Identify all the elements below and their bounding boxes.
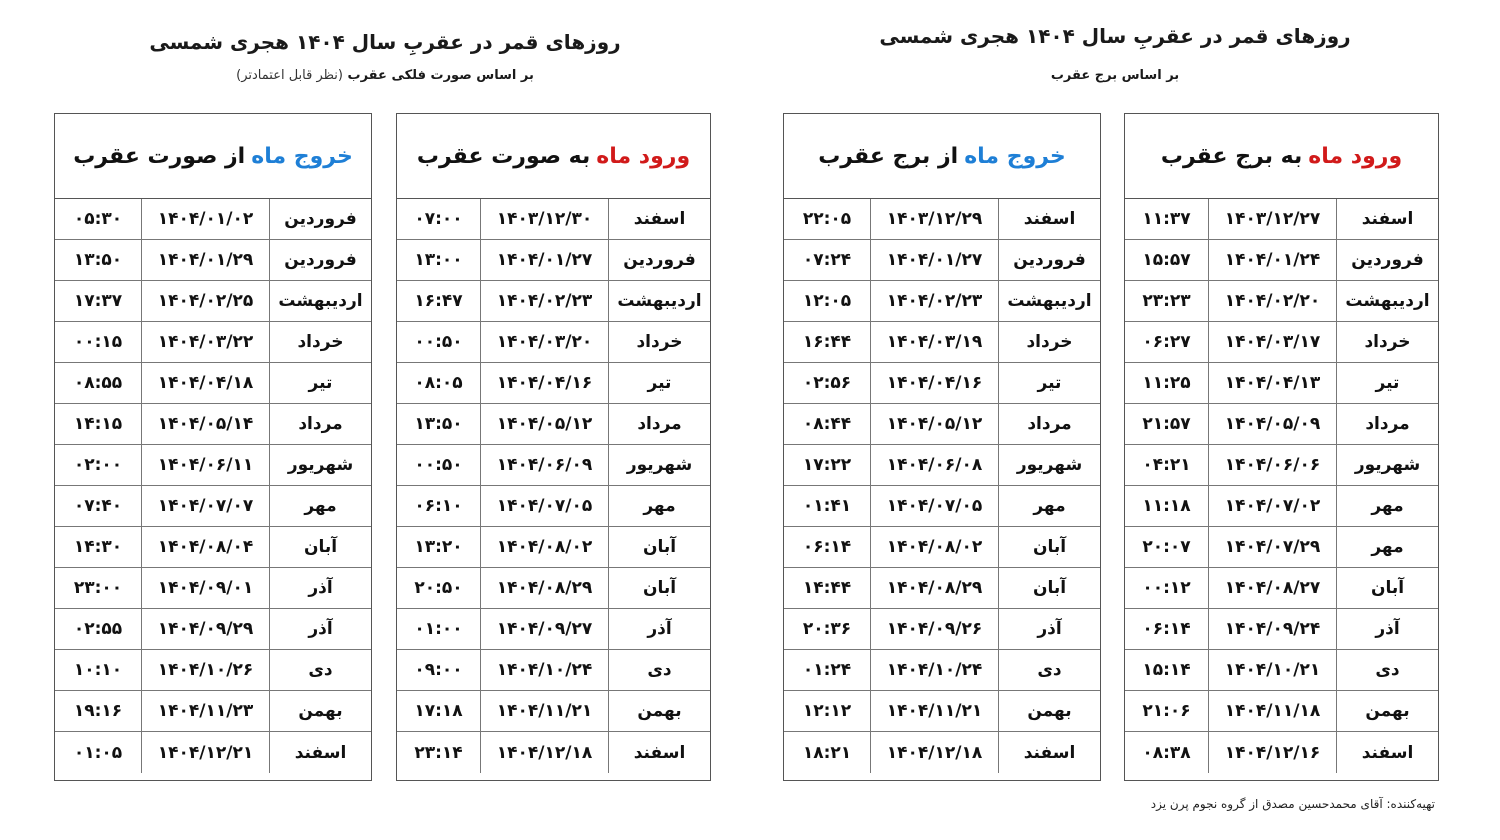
date-cell: ۱۴۰۴/۰۹/۲۶ (870, 609, 998, 649)
time-cell: ۲۰:۵۰ (414, 578, 463, 598)
month-cell: دی (608, 650, 710, 690)
table-header-highlight: ورود ماه (596, 143, 691, 169)
table-row (397, 322, 710, 363)
time-cell: ۱۳:۵۰ (73, 250, 123, 270)
month-cell: فروردین (608, 240, 710, 280)
month-cell: آبان (608, 527, 710, 567)
time-cell: ۰۲:۰۰ (73, 455, 123, 475)
time-cell: ۰۵:۳۰ (73, 209, 123, 229)
date-cell: ۱۴۰۴/۰۸/۰۴ (141, 527, 269, 567)
table-row (784, 650, 1100, 691)
date-cell: ۱۴۰۴/۰۳/۲۰ (480, 322, 608, 362)
table-row (784, 732, 1100, 773)
table-row (55, 322, 371, 363)
time-cell: ۰۶:۱۰ (414, 496, 463, 516)
month-cell: آذر (1336, 609, 1438, 649)
month-cell: آذر (998, 609, 1100, 649)
time-cell: ۰۰:۵۰ (414, 455, 463, 475)
table-row (55, 404, 371, 445)
time-cell: ۱۴:۴۴ (802, 578, 852, 598)
time-cell: ۲۲:۰۵ (802, 209, 852, 229)
month-cell: شهریور (608, 445, 710, 485)
table-row (397, 568, 710, 609)
date-cell: ۱۴۰۴/۰۵/۱۴ (141, 404, 269, 444)
time-cell: ۱۳:۲۰ (414, 537, 463, 557)
month-cell: مرداد (608, 404, 710, 444)
table-header-highlight: خروج ماه (964, 143, 1066, 169)
month-cell: خرداد (1336, 322, 1438, 362)
date-cell: ۱۴۰۴/۰۹/۲۹ (141, 609, 269, 649)
date-cell: ۱۴۰۴/۱۲/۲۱ (141, 732, 269, 773)
time-cell: ۱۱:۲۵ (1142, 373, 1191, 393)
date-cell: ۱۴۰۴/۰۴/۱۶ (870, 363, 998, 403)
table-row (397, 486, 710, 527)
table-row (55, 281, 371, 322)
date-cell: ۱۴۰۴/۰۲/۲۰ (1208, 281, 1336, 321)
month-cell: آذر (608, 609, 710, 649)
date-cell: ۱۴۰۴/۱۰/۲۴ (870, 650, 998, 690)
table-header (1125, 114, 1438, 199)
table-row (397, 445, 710, 486)
time-cell: ۰۰:۱۲ (1142, 578, 1191, 598)
table-row (784, 322, 1100, 363)
table-row (55, 691, 371, 732)
time-cell: ۲۰:۳۶ (802, 619, 852, 639)
table-row (55, 527, 371, 568)
time-cell: ۰۷:۲۴ (802, 250, 852, 270)
table-row (1125, 240, 1438, 281)
table-row (397, 240, 710, 281)
date-cell: ۱۴۰۴/۰۳/۲۲ (141, 322, 269, 362)
date-cell: ۱۴۰۴/۰۳/۱۹ (870, 322, 998, 362)
time-cell: ۲۳:۱۴ (414, 742, 463, 763)
month-cell: دی (1336, 650, 1438, 690)
month-cell: مهر (269, 486, 371, 526)
time-cell: ۲۳:۰۰ (73, 578, 123, 598)
date-cell: ۱۴۰۴/۰۹/۰۱ (141, 568, 269, 608)
time-cell: ۱۷:۳۷ (73, 291, 123, 311)
date-cell: ۱۴۰۴/۱۲/۱۶ (1208, 732, 1336, 773)
date-cell: ۱۴۰۴/۰۱/۲۷ (480, 240, 608, 280)
month-cell: تیر (998, 363, 1100, 403)
table-row (55, 732, 371, 773)
time-cell: ۰۸:۵۵ (73, 373, 123, 393)
time-cell: ۰۶:۲۷ (1142, 332, 1191, 352)
table-row (397, 199, 710, 240)
date-cell: ۱۴۰۴/۰۷/۰۷ (141, 486, 269, 526)
month-cell: اسفند (998, 732, 1100, 773)
table-header-highlight: ورود ماه (1308, 143, 1403, 169)
table-row (55, 486, 371, 527)
date-cell: ۱۴۰۴/۰۵/۱۲ (480, 404, 608, 444)
table-row (397, 281, 710, 322)
date-cell: ۱۴۰۴/۰۷/۰۵ (480, 486, 608, 526)
table-row (397, 363, 710, 404)
month-cell: شهریور (1336, 445, 1438, 485)
left-panel-subtitle (130, 68, 640, 83)
time-cell: ۰۱:۴۱ (802, 496, 852, 516)
month-cell: مهر (998, 486, 1100, 526)
right-panel-title: روزهای قمر در عقربِ سال ۱۴۰۴ هجری شمسی (879, 24, 1351, 48)
date-cell: ۱۴۰۴/۰۸/۲۷ (1208, 568, 1336, 608)
table-row (397, 691, 710, 732)
table-header (397, 114, 710, 199)
time-cell: ۰۱:۰۵ (73, 742, 123, 763)
time-cell: ۰۷:۰۰ (414, 209, 463, 229)
table-header-highlight: خروج ماه (251, 143, 353, 169)
table-row (1125, 404, 1438, 445)
table-row (784, 568, 1100, 609)
date-cell: ۱۴۰۴/۰۶/۰۹ (480, 445, 608, 485)
table-row (1125, 609, 1438, 650)
right-entry-table (1124, 113, 1439, 781)
table-row (55, 363, 371, 404)
table-body (1125, 199, 1438, 773)
date-cell: ۱۴۰۴/۱۱/۲۱ (870, 691, 998, 731)
month-cell: آذر (269, 568, 371, 608)
date-cell: ۱۴۰۴/۰۸/۲۹ (870, 568, 998, 608)
date-cell: ۱۴۰۴/۰۸/۲۹ (480, 568, 608, 608)
table-header-text: به برج عقرب (1160, 143, 1303, 169)
time-cell: ۱۹:۱۶ (73, 701, 123, 721)
time-cell: ۲۱:۵۷ (1142, 414, 1191, 434)
month-cell: مرداد (998, 404, 1100, 444)
date-cell: ۱۴۰۴/۱۰/۲۱ (1208, 650, 1336, 690)
table-row (55, 199, 371, 240)
time-cell: ۱۱:۱۸ (1142, 496, 1191, 516)
table-header (55, 114, 371, 199)
month-cell: اردیبهشت (998, 281, 1100, 321)
date-cell: ۱۴۰۴/۰۸/۰۲ (480, 527, 608, 567)
time-cell: ۰۹:۰۰ (414, 660, 463, 680)
left-panel-subtitle-main: بر اساس صورت فلکی عقرب (347, 68, 534, 83)
time-cell: ۱۶:۴۷ (414, 291, 463, 311)
month-cell: مهر (1336, 486, 1438, 526)
date-cell: ۱۴۰۴/۰۹/۲۷ (480, 609, 608, 649)
month-cell: فروردین (269, 240, 371, 280)
month-cell: اسفند (1336, 199, 1438, 239)
table-row (397, 732, 710, 773)
month-cell: اردیبهشت (1336, 281, 1438, 321)
month-cell: اسفند (608, 732, 710, 773)
table-body (784, 199, 1100, 773)
month-cell: آبان (269, 527, 371, 567)
month-cell: آبان (998, 568, 1100, 608)
month-cell: اسفند (608, 199, 710, 239)
time-cell: ۰۲:۵۶ (802, 373, 852, 393)
table-header-text: از برج عقرب (818, 143, 959, 169)
month-cell: تیر (1336, 363, 1438, 403)
table-row (1125, 691, 1438, 732)
date-cell: ۱۴۰۴/۰۱/۲۹ (141, 240, 269, 280)
table-row (55, 240, 371, 281)
date-cell: ۱۴۰۴/۱۱/۱۸ (1208, 691, 1336, 731)
month-cell: خرداد (269, 322, 371, 362)
date-cell: ۱۴۰۴/۱۰/۲۴ (480, 650, 608, 690)
table-row (784, 199, 1100, 240)
month-cell: بهمن (998, 691, 1100, 731)
left-entry-table (396, 113, 711, 781)
left-panel-subtitle-note: (نظر قابل اعتمادتر) (236, 68, 343, 83)
credit-line: تهیه‌کننده: آقای محمدحسین مصدق از گروه نجوم پرن یزد (1150, 797, 1435, 811)
time-cell: ۰۰:۱۵ (73, 332, 123, 352)
time-cell: ۱۷:۲۲ (802, 455, 852, 475)
month-cell: بهمن (608, 691, 710, 731)
month-cell: دی (998, 650, 1100, 690)
month-cell: شهریور (269, 445, 371, 485)
time-cell: ۱۲:۰۵ (802, 291, 852, 311)
date-cell: ۱۴۰۴/۰۷/۰۲ (1208, 486, 1336, 526)
month-cell: شهریور (998, 445, 1100, 485)
table-row (1125, 322, 1438, 363)
month-cell: اسفند (998, 199, 1100, 239)
table-row (784, 281, 1100, 322)
date-cell: ۱۴۰۴/۰۳/۱۷ (1208, 322, 1336, 362)
date-cell: ۱۴۰۴/۰۹/۲۴ (1208, 609, 1336, 649)
month-cell: مرداد (1336, 404, 1438, 444)
table-row (1125, 568, 1438, 609)
month-cell: فروردین (1336, 240, 1438, 280)
time-cell: ۰۶:۱۴ (1142, 619, 1191, 639)
month-cell: فروردین (998, 240, 1100, 280)
date-cell: ۱۴۰۳/۱۲/۲۷ (1208, 199, 1336, 239)
date-cell: ۱۴۰۴/۰۱/۲۷ (870, 240, 998, 280)
table-row (55, 609, 371, 650)
table-row (397, 650, 710, 691)
table-row (784, 527, 1100, 568)
table-row (397, 609, 710, 650)
month-cell: آبان (608, 568, 710, 608)
time-cell: ۰۰:۵۰ (414, 332, 463, 352)
right-exit-table (783, 113, 1101, 781)
date-cell: ۱۴۰۴/۱۱/۲۱ (480, 691, 608, 731)
month-cell: آذر (269, 609, 371, 649)
table-row (1125, 527, 1438, 568)
date-cell: ۱۴۰۳/۱۲/۳۰ (480, 199, 608, 239)
time-cell: ۰۱:۲۴ (802, 660, 852, 680)
left-panel-title: روزهای قمر در عقربِ سال ۱۴۰۴ هجری شمسی (149, 30, 621, 54)
month-cell: خرداد (608, 322, 710, 362)
time-cell: ۱۷:۱۸ (414, 701, 463, 721)
time-cell: ۰۱:۰۰ (414, 619, 463, 639)
time-cell: ۱۸:۲۱ (802, 742, 852, 763)
time-cell: ۱۴:۱۵ (73, 414, 123, 434)
date-cell: ۱۴۰۴/۰۲/۲۳ (870, 281, 998, 321)
table-row (784, 445, 1100, 486)
table-row (1125, 732, 1438, 773)
time-cell: ۱۳:۵۰ (414, 414, 463, 434)
time-cell: ۰۸:۰۵ (414, 373, 463, 393)
month-cell: آبان (998, 527, 1100, 567)
table-row (55, 568, 371, 609)
date-cell: ۱۴۰۴/۰۴/۱۳ (1208, 363, 1336, 403)
time-cell: ۰۲:۵۵ (73, 619, 123, 639)
time-cell: ۱۴:۳۰ (73, 537, 123, 557)
month-cell: تیر (608, 363, 710, 403)
date-cell: ۱۴۰۴/۰۱/۲۴ (1208, 240, 1336, 280)
time-cell: ۱۵:۱۴ (1142, 660, 1191, 680)
table-header-text: به صورت عقرب (416, 143, 591, 169)
month-cell: تیر (269, 363, 371, 403)
table-row (784, 486, 1100, 527)
table-row (1125, 486, 1438, 527)
date-cell: ۱۴۰۴/۱۱/۲۳ (141, 691, 269, 731)
date-cell: ۱۴۰۴/۰۴/۱۸ (141, 363, 269, 403)
month-cell: اسفند (1336, 732, 1438, 773)
table-body (55, 199, 371, 773)
month-cell: فروردین (269, 199, 371, 239)
date-cell: ۱۴۰۴/۰۷/۰۵ (870, 486, 998, 526)
date-cell: ۱۴۰۴/۰۵/۰۹ (1208, 404, 1336, 444)
month-cell: خرداد (998, 322, 1100, 362)
date-cell: ۱۴۰۴/۰۶/۰۶ (1208, 445, 1336, 485)
date-cell: ۱۴۰۴/۰۶/۰۸ (870, 445, 998, 485)
table-row (784, 609, 1100, 650)
time-cell: ۱۱:۳۷ (1142, 209, 1191, 229)
table-row (784, 404, 1100, 445)
table-row (1125, 363, 1438, 404)
right-panel-subtitle: بر اساس برج عقرب (1050, 68, 1180, 83)
month-cell: اردیبهشت (269, 281, 371, 321)
date-cell: ۱۴۰۴/۰۱/۰۲ (141, 199, 269, 239)
time-cell: ۱۲:۱۲ (802, 701, 852, 721)
date-cell: ۱۴۰۴/۱۲/۱۸ (870, 732, 998, 773)
month-cell: اسفند (269, 732, 371, 773)
date-cell: ۱۴۰۴/۱۲/۱۸ (480, 732, 608, 773)
time-cell: ۰۶:۱۴ (802, 537, 852, 557)
time-cell: ۲۳:۲۳ (1142, 291, 1191, 311)
date-cell: ۱۴۰۴/۰۲/۲۵ (141, 281, 269, 321)
date-cell: ۱۴۰۴/۰۵/۱۲ (870, 404, 998, 444)
month-cell: مهر (1336, 527, 1438, 567)
table-row (1125, 650, 1438, 691)
month-cell: دی (269, 650, 371, 690)
table-body (397, 199, 710, 773)
table-row (55, 445, 371, 486)
table-header (784, 114, 1100, 199)
time-cell: ۱۳:۰۰ (414, 250, 463, 270)
month-cell: مهر (608, 486, 710, 526)
date-cell: ۱۴۰۴/۱۰/۲۶ (141, 650, 269, 690)
month-cell: بهمن (1336, 691, 1438, 731)
table-row (784, 363, 1100, 404)
date-cell: ۱۴۰۴/۰۸/۰۲ (870, 527, 998, 567)
time-cell: ۰۷:۴۰ (73, 496, 123, 516)
time-cell: ۰۸:۴۴ (802, 414, 852, 434)
table-row (397, 527, 710, 568)
table-row (1125, 445, 1438, 486)
table-header-text: از صورت عقرب (73, 143, 246, 169)
month-cell: اردیبهشت (608, 281, 710, 321)
left-exit-table (54, 113, 372, 781)
time-cell: ۲۰:۰۷ (1142, 537, 1191, 557)
time-cell: ۰۸:۳۸ (1142, 742, 1191, 763)
month-cell: مرداد (269, 404, 371, 444)
table-row (784, 691, 1100, 732)
table-row (397, 404, 710, 445)
time-cell: ۰۴:۲۱ (1142, 455, 1191, 475)
table-row (55, 650, 371, 691)
time-cell: ۲۱:۰۶ (1142, 701, 1191, 721)
date-cell: ۱۴۰۴/۰۷/۲۹ (1208, 527, 1336, 567)
date-cell: ۱۴۰۴/۰۴/۱۶ (480, 363, 608, 403)
date-cell: ۱۴۰۳/۱۲/۲۹ (870, 199, 998, 239)
table-row (1125, 281, 1438, 322)
month-cell: آبان (1336, 568, 1438, 608)
table-row (1125, 199, 1438, 240)
date-cell: ۱۴۰۴/۰۲/۲۳ (480, 281, 608, 321)
time-cell: ۱۶:۴۴ (802, 332, 852, 352)
date-cell: ۱۴۰۴/۰۶/۱۱ (141, 445, 269, 485)
table-row (784, 240, 1100, 281)
time-cell: ۱۰:۱۰ (73, 660, 123, 680)
time-cell: ۱۵:۵۷ (1142, 250, 1191, 270)
month-cell: بهمن (269, 691, 371, 731)
